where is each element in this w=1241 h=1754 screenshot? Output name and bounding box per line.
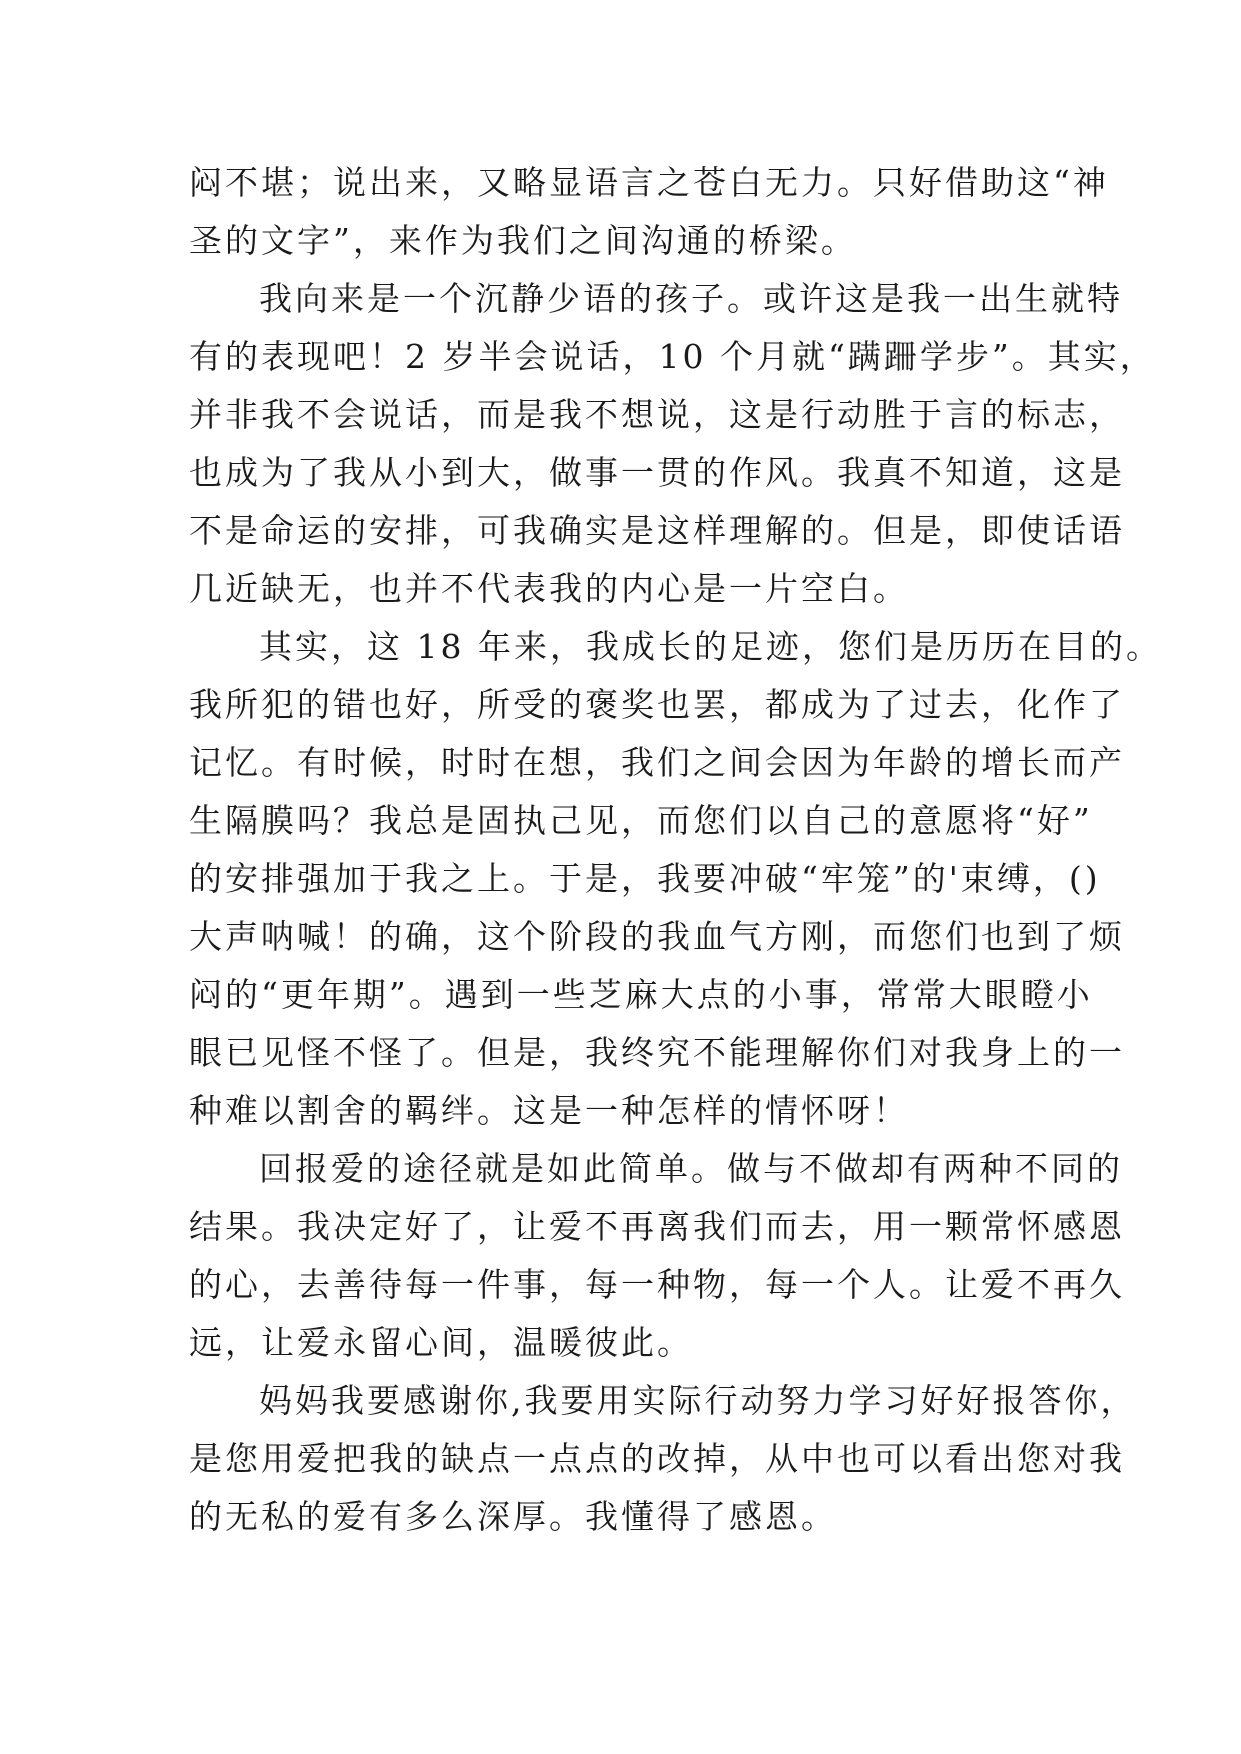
text-line-2: 圣的文字”，来作为我们之间沟通的桥梁。 [189,221,857,260]
text-line-6: 也成为了我从小到大，做事一贯的作风。我真不知道，这是 [189,453,1125,492]
text-line-11: 记忆。有时候，时时在想，我们之间会因为年龄的增长而产 [189,743,1125,782]
text-line-21: 远，让爱永留心间，温暖彼此。 [189,1323,693,1362]
text-line-8: 几近缺无，也并不代表我的内心是一片空白。 [189,569,909,608]
text-line-14: 大声呐喊！的确，这个阶段的我血气方刚，而您们也到了烦 [189,917,1125,956]
text-line-24: 的无私的爱有多么深厚。我懂得了感恩。 [189,1497,837,1536]
text-line-15: 闷的“更年期”。遇到一些芝麻大点的小事，常常大眼瞪小 [189,975,1093,1014]
text-line-4: 有的表现吧！2 岁半会说话，10 个月就“蹒跚学步”。其实， [189,337,1156,376]
text-line-12: 生隔膜吗？我总是固执己见，而您们以自己的意愿将“好” [189,801,1093,840]
text-line-1: 闷不堪；说出来，又略显语言之苍白无力。只好借助这“神 [189,163,1109,202]
text-line-10: 我所犯的错也好，所受的褒奖也罢，都成为了过去，化作了 [189,685,1125,724]
text-line-22: 妈妈我要感谢你,我要用实际行动努力学习好好报答你， [259,1381,1137,1420]
text-line-3: 我向来是一个沉静少语的孩子。或许这是我一出生就特 [259,279,1123,318]
text-line-9: 其实，这 18 年来，我成长的足迹，您们是历历在目的。 [259,627,1162,666]
text-line-18: 回报爱的途径就是如此简单。做与不做却有两种不同的 [259,1149,1123,1188]
text-line-17: 种难以割舍的羁绊。这是一种怎样的情怀呀！ [189,1091,909,1130]
text-line-19: 结果。我决定好了，让爱不再离我们而去，用一颗常怀感恩 [189,1207,1125,1246]
text-line-7: 不是命运的安排，可我确实是这样理解的。但是，即使话语 [189,511,1125,550]
text-line-5: 并非我不会说话，而是我不想说，这是行动胜于言的标志， [189,395,1125,434]
text-line-16: 眼已见怪不怪了。但是，我终究不能理解你们对我身上的一 [189,1033,1125,1072]
article-body [189,154,1162,1546]
text-line-23: 是您用爱把我的缺点一点点的改掉，从中也可以看出您对我 [189,1439,1125,1478]
text-line-13: 的安排强加于我之上。于是，我要冲破“牢笼”的'束缚，() [189,859,1101,898]
text-line-20: 的心，去善待每一件事，每一种物，每一个人。让爱不再久 [189,1265,1125,1304]
